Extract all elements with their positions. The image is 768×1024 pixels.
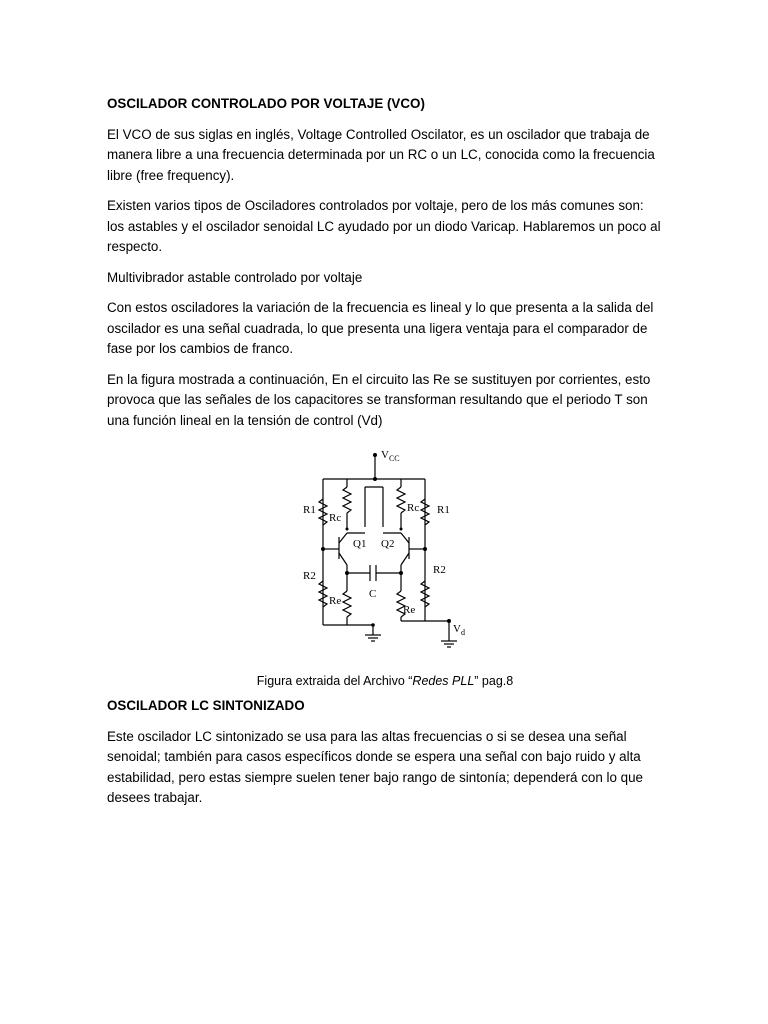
rc-left-label: Rc: [329, 512, 342, 524]
paragraph-vco-types: Existen varios tipos de Osciladores controlados por voltaje, pero de los más comunes son: los astables y el oscilador senoidal LC ayudado por un diodo Varicap. Hablaremos un poco al respecto.: [107, 198, 661, 254]
paragraph-figure-intro: En la figura mostrada a continuación, En el circuito las Re se sustituyen por corrientes, esto provoca que las señales de los capacitores se transforman resultando que el periodo T son una función lineal en la tensión de control (Vd): [107, 371, 651, 428]
r2-right-label: R2: [433, 564, 446, 576]
q2-label: Q2: [381, 538, 395, 550]
r1-left-label: R1: [303, 504, 316, 516]
section-title: OSCILADOR CONTROLADO POR VOLTAJE (VCO): [107, 96, 425, 111]
paragraph-astable-subtitle: Multivibrador astable controlado por voltaje: [107, 269, 363, 285]
circuit-schematic-svg: [303, 441, 469, 651]
q1-label: Q1: [353, 538, 367, 550]
rc-right-label: Rc: [407, 502, 420, 514]
paragraph-lc-description: Este oscilador LC sintonizado se usa para las altas frecuencias o si se desea una señal senoidal; también para casos específicos donde se espera una señal con bajo ruido y alta estabilidad, pero estas siempre suelen tener bajo rango de sintonía; dependerá con lo que desees trabajar.: [107, 728, 643, 805]
re-right-label: Re: [403, 604, 416, 616]
paragraph-vco-intro: El VCO de sus siglas en inglés, Voltage Controlled Oscilator, es un oscilador que trabaja de manera libre a una frecuencia determinada por un RC o un LC, conocida como la frecuencia libre (free frequency).: [107, 126, 655, 183]
paragraph-astable-description: Con estos osciladores la variación de la frecuencia es lineal y lo que presenta a la salida del oscilador es una señal cuadrada, lo que presenta una ligera ventaja para el comparador de fase por los cambios de franco.: [107, 300, 654, 356]
r1-right-label: R1: [437, 504, 450, 516]
circuit-diagram: [303, 441, 469, 651]
capacitor-label: C: [369, 588, 377, 600]
figure-caption: Figura extraida del Archivo “Redes PLL” pag.8: [256, 674, 514, 688]
re-left-label: Re: [329, 595, 342, 607]
section-title-lc: OSCILADOR LC SINTONIZADO: [107, 698, 305, 713]
vd-label: $V_d$: [453, 623, 465, 637]
document-page: [107, 94, 663, 819]
figure: [107, 441, 663, 688]
r2-left-label: R2: [303, 570, 316, 582]
vcc-label: $V_{CC}$: [381, 449, 400, 463]
